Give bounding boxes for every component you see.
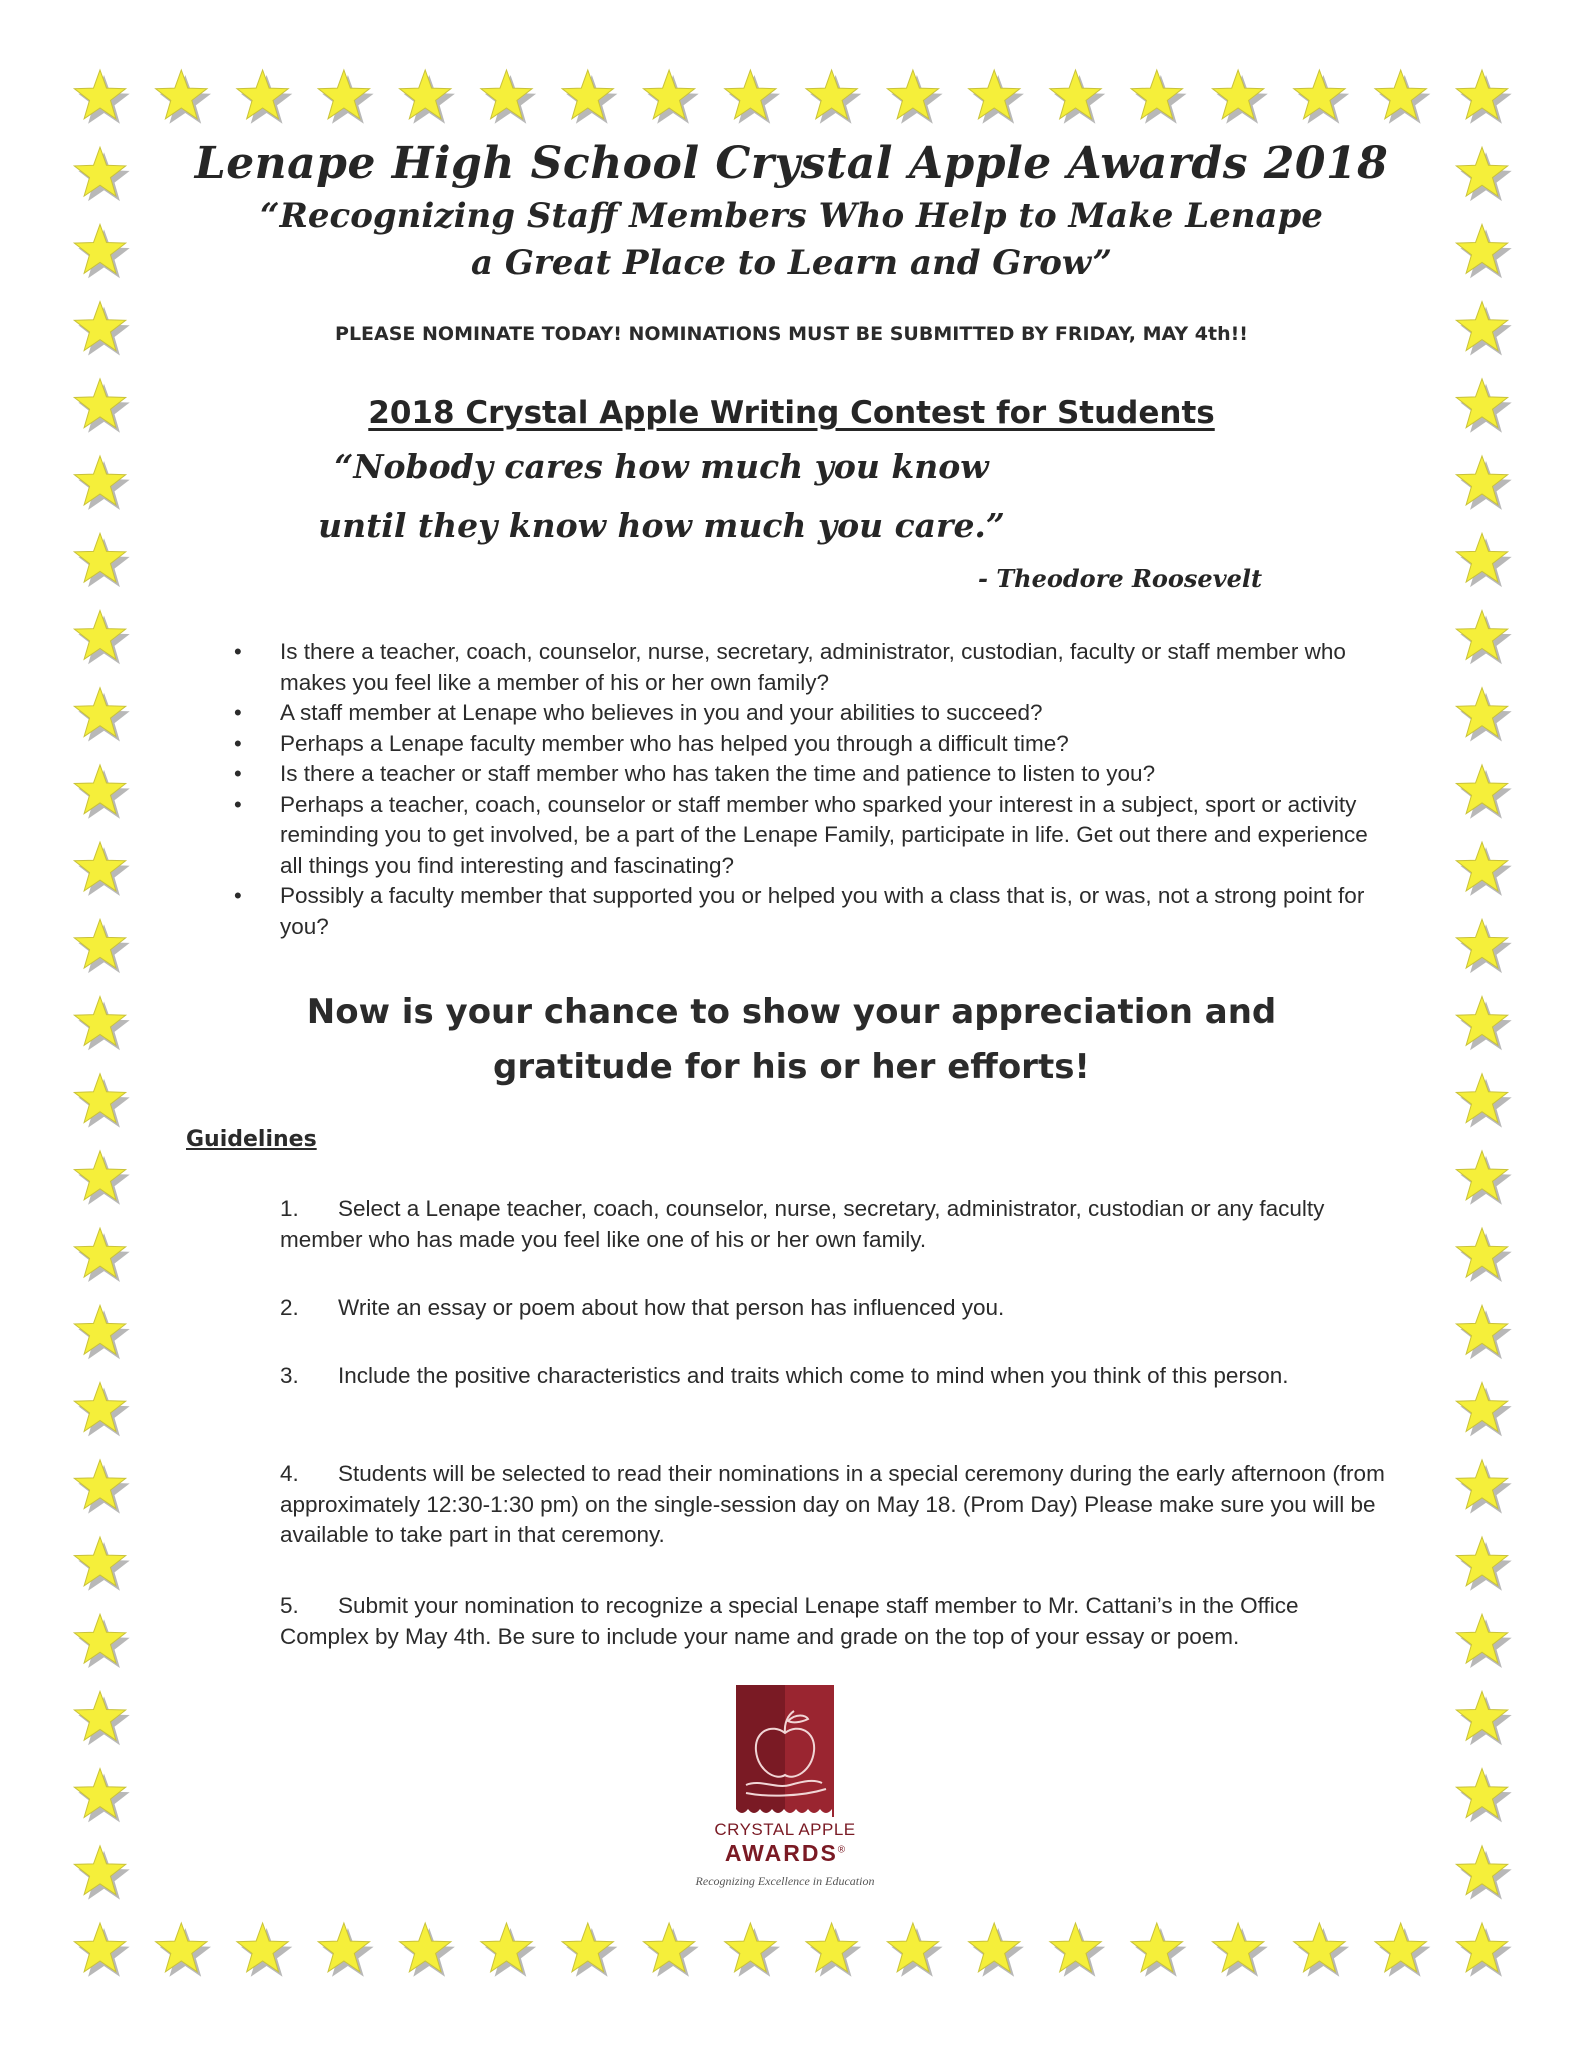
guideline-number: 1.: [280, 1196, 299, 1221]
guideline-item: [280, 1194, 1390, 1255]
question-list: [234, 637, 1394, 942]
guideline-text: Select a Lenape teacher, coach, counselor, nurse, secretary, administrator, custodian or any faculty member who has made you feel like one of his or her own family.: [280, 1196, 1325, 1252]
guideline-number: 5.: [280, 1593, 299, 1618]
guideline-item: [280, 1459, 1390, 1551]
guidelines-heading: Guidelines: [186, 1127, 317, 1152]
guideline-item: [280, 1361, 1390, 1392]
guideline-text: Include the positive characteristics and traits which come to mind when you think of this person.: [338, 1363, 1289, 1388]
guideline-item: [280, 1293, 1390, 1324]
list-item: • A staff member at Lenape who believes in you and your abilities to succeed?: [234, 698, 1394, 729]
appreciation-line-2: gratitude for his or her efforts!: [493, 1047, 1090, 1087]
guideline-number: 3.: [280, 1363, 299, 1388]
logo-text-crystal-apple: CRYSTAL APPLE: [714, 1820, 856, 1839]
logo-tagline: Recognizing Excellence in Education: [695, 1874, 875, 1888]
appreciation-line-1: Now is your chance to show your appreciation and: [306, 992, 1277, 1032]
logo-awards-word: AWARDS: [724, 1840, 838, 1866]
list-item: • Perhaps a teacher, coach, counselor or staff member who sparked your interest in a subject, sport or activity reminding you to get involved, be a part of the Lenape Family, participate in life. Get out there and experience all things you find interesting and fascinating?: [234, 790, 1394, 882]
appreciation-callout: [0, 985, 1583, 1095]
logo-text-awards: [680, 1840, 890, 1867]
page-title: Lenape High School Crystal Apple Awards 2018: [194, 138, 1389, 189]
subtitle-line-1: “Recognizing Staff Members Who Help to Make Lenape: [260, 196, 1323, 236]
quote-line-2: until they know how much you care.”: [318, 506, 1005, 545]
guideline-number: 2.: [280, 1295, 299, 1320]
registered-mark: ®: [837, 1844, 846, 1856]
subtitle-line-2: a Great Place to Learn and Grow”: [470, 243, 1113, 283]
list-item: • Perhaps a Lenape faculty member who has helped you through a difficult time?: [234, 729, 1394, 760]
deadline-notice: PLEASE NOMINATE TODAY! NOMINATIONS MUST BE SUBMITTED BY FRIDAY, MAY 4th!!: [335, 323, 1248, 345]
list-item: • Is there a teacher, coach, counselor, nurse, secretary, administrator, custodian, faculty or staff member who makes you feel like a member of his or her own family?: [234, 637, 1394, 698]
quote-author: - Theodore Roosevelt: [978, 564, 1263, 593]
guideline-text: Students will be selected to read their nominations in a special ceremony during the early afternoon (from approximately 12:30-1:30 pm) on the single-session day on May 18. (Prom Day) Please make sure you will be available to take part in that ceremony.: [280, 1461, 1385, 1547]
logo-panel-light: [785, 1685, 834, 1817]
contest-heading: 2018 Crystal Apple Writing Contest for Students: [368, 395, 1215, 431]
guideline-text: Submit your nomination to recognize a special Lenape staff member to Mr. Cattani’s in the Office Complex by May 4th. Be sure to include your name and grade on the top of your essay or poem.: [280, 1593, 1299, 1649]
list-item: • Possibly a faculty member that supported you or helped you with a class that is, or was, not a strong point for you?: [234, 881, 1394, 942]
guideline-item: [280, 1591, 1390, 1652]
list-item: • Is there a teacher or staff member who has taken the time and patience to listen to you?: [234, 759, 1394, 790]
quote-line-1: “Nobody cares how much you know: [334, 447, 989, 486]
guideline-text: Write an essay or poem about how that person has influenced you.: [338, 1295, 1005, 1320]
guideline-number: 4.: [280, 1461, 299, 1486]
